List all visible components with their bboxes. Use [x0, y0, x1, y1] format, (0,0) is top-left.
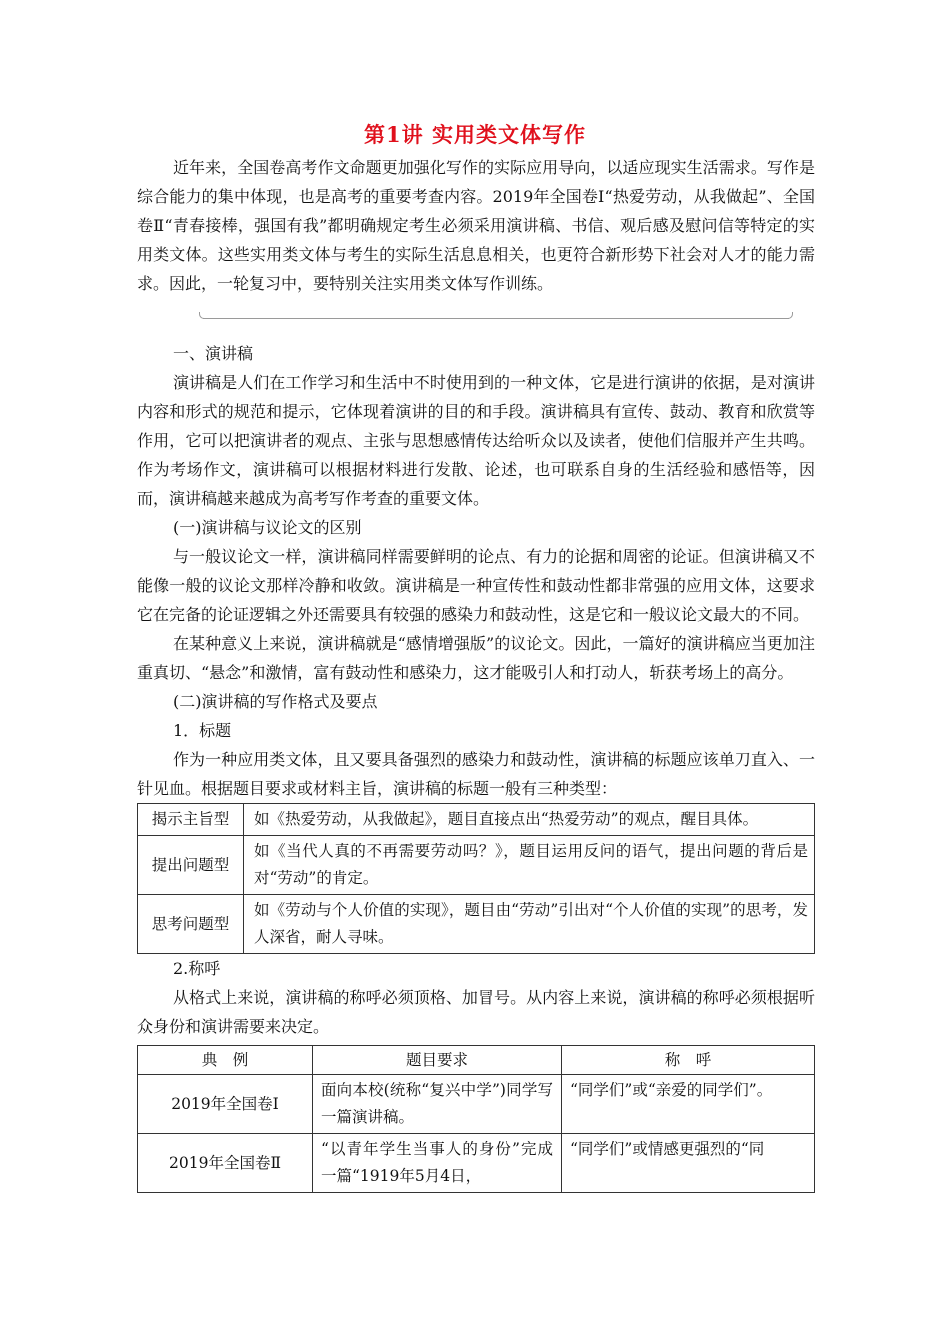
document-body [137, 153, 815, 1193]
table-cell-address: “同学们”或情感更强烈的“同 [562, 1134, 815, 1193]
table-cell-type: 思考问题型 [138, 895, 244, 954]
column-header-example: 典 例 [138, 1046, 313, 1075]
body-paragraph: 在某种意义上来说，演讲稿就是“感情增强版”的议论文。因此，一篇好的演讲稿应当更加注重真切、“悬念”和激情，富有鼓动性和感染力，这才能吸引人和打动人，斩获考场上的高分。 [137, 634, 815, 682]
title-types-table [137, 803, 815, 954]
item-heading: 1．标题 [173, 721, 232, 740]
page-title: 第1讲 实用类文体写作 [364, 122, 586, 147]
address-table [137, 1045, 815, 1193]
table-row [138, 804, 815, 836]
table-cell-example: 2019年全国卷Ⅰ [138, 1075, 313, 1134]
table-header-row [138, 1046, 815, 1075]
column-header-requirement: 题目要求 [313, 1046, 562, 1075]
section-divider [203, 304, 789, 319]
table-row [138, 836, 815, 895]
table-cell-desc: 如《热爱劳动，从我做起》，题目直接点出“热爱劳动”的观点，醒目具体。 [244, 804, 815, 836]
table-cell-requirement: 面向本校(统称“复兴中学”)同学写一篇演讲稿。 [313, 1075, 562, 1134]
table-cell-address: “同学们”或“亲爱的同学们”。 [562, 1075, 815, 1134]
body-paragraph: 作为一种应用类文体，且又要具备强烈的感染力和鼓动性，演讲稿的标题应该单刀直入、一针见血。根据题目要求或材料主旨，演讲稿的标题一般有三种类型： [137, 750, 815, 798]
intro-paragraph: 近年来，全国卷高考作文命题更加强化写作的实际应用导向，以适应现实生活需求。写作是综合能力的集中体现，也是高考的重要考查内容。2019年全国卷Ⅰ“热爱劳动，从我做起”、全国卷Ⅱ“青春接棒，强国有我”都明确规定考生必须采用演讲稿、书信、观后感及慰问信等特定的实用类文体。这些实用类文体与考生的实际生活息息相关，也更符合新形势下社会对人才的能力需求。因此，一轮复习中，要特别关注实用类文体写作训练。 [137, 158, 815, 293]
body-paragraph: 演讲稿是人们在工作学习和生活中不时使用到的一种文体，它是进行演讲的依据，是对演讲内容和形式的规范和提示，它体现着演讲的目的和手段。演讲稿具有宣传、鼓动、教育和欣赏等作用，它可以把演讲者的观点、主张与思想感情传达给听众以及读者，使他们信服并产生共鸣。作为考场作文，演讲稿可以根据材料进行发散、论述，也可联系自身的生活经验和感悟等，因而，演讲稿越来越成为高考写作考查的重要文体。 [137, 373, 815, 508]
section-heading: 一、演讲稿 [173, 344, 254, 363]
body-paragraph: 从格式上来说，演讲稿的称呼必须顶格、加冒号。从内容上来说，演讲稿的称呼必须根据听众身份和演讲需要来决定。 [137, 988, 815, 1036]
table-cell-type: 揭示主旨型 [138, 804, 244, 836]
table-row [138, 895, 815, 954]
table-cell-desc: 如《当代人真的不再需要劳动吗？》，题目运用反问的语气，提出问题的背后是对“劳动”的肯定。 [244, 836, 815, 895]
table-cell-type: 提出问题型 [138, 836, 244, 895]
subsection-heading: (一)演讲稿与议论文的区别 [173, 518, 362, 537]
table-cell-desc: 如《劳动与个人价值的实现》，题目由“劳动”引出对“个人价值的实现”的思考，发人深省，耐人寻味。 [244, 895, 815, 954]
subsection-heading: (二)演讲稿的写作格式及要点 [173, 692, 378, 711]
table-row [138, 1134, 815, 1193]
table-row [138, 1075, 815, 1134]
item-heading: 2.称呼 [173, 959, 221, 978]
body-paragraph: 与一般议论文一样，演讲稿同样需要鲜明的论点、有力的论据和周密的论证。但演讲稿又不能像一般的议论文那样冷静和收敛。演讲稿是一种宣传性和鼓动性都非常强的应用文体，这要求它在完备的论证逻辑之外还需要具有较强的感染力和鼓动性，这是它和一般议论文最大的不同。 [137, 547, 815, 624]
table-cell-requirement: “以青年学生当事人的身份”完成一篇“1919年5月4日， [313, 1134, 562, 1193]
column-header-address: 称 呼 [562, 1046, 815, 1075]
table-cell-example: 2019年全国卷Ⅱ [138, 1134, 313, 1193]
